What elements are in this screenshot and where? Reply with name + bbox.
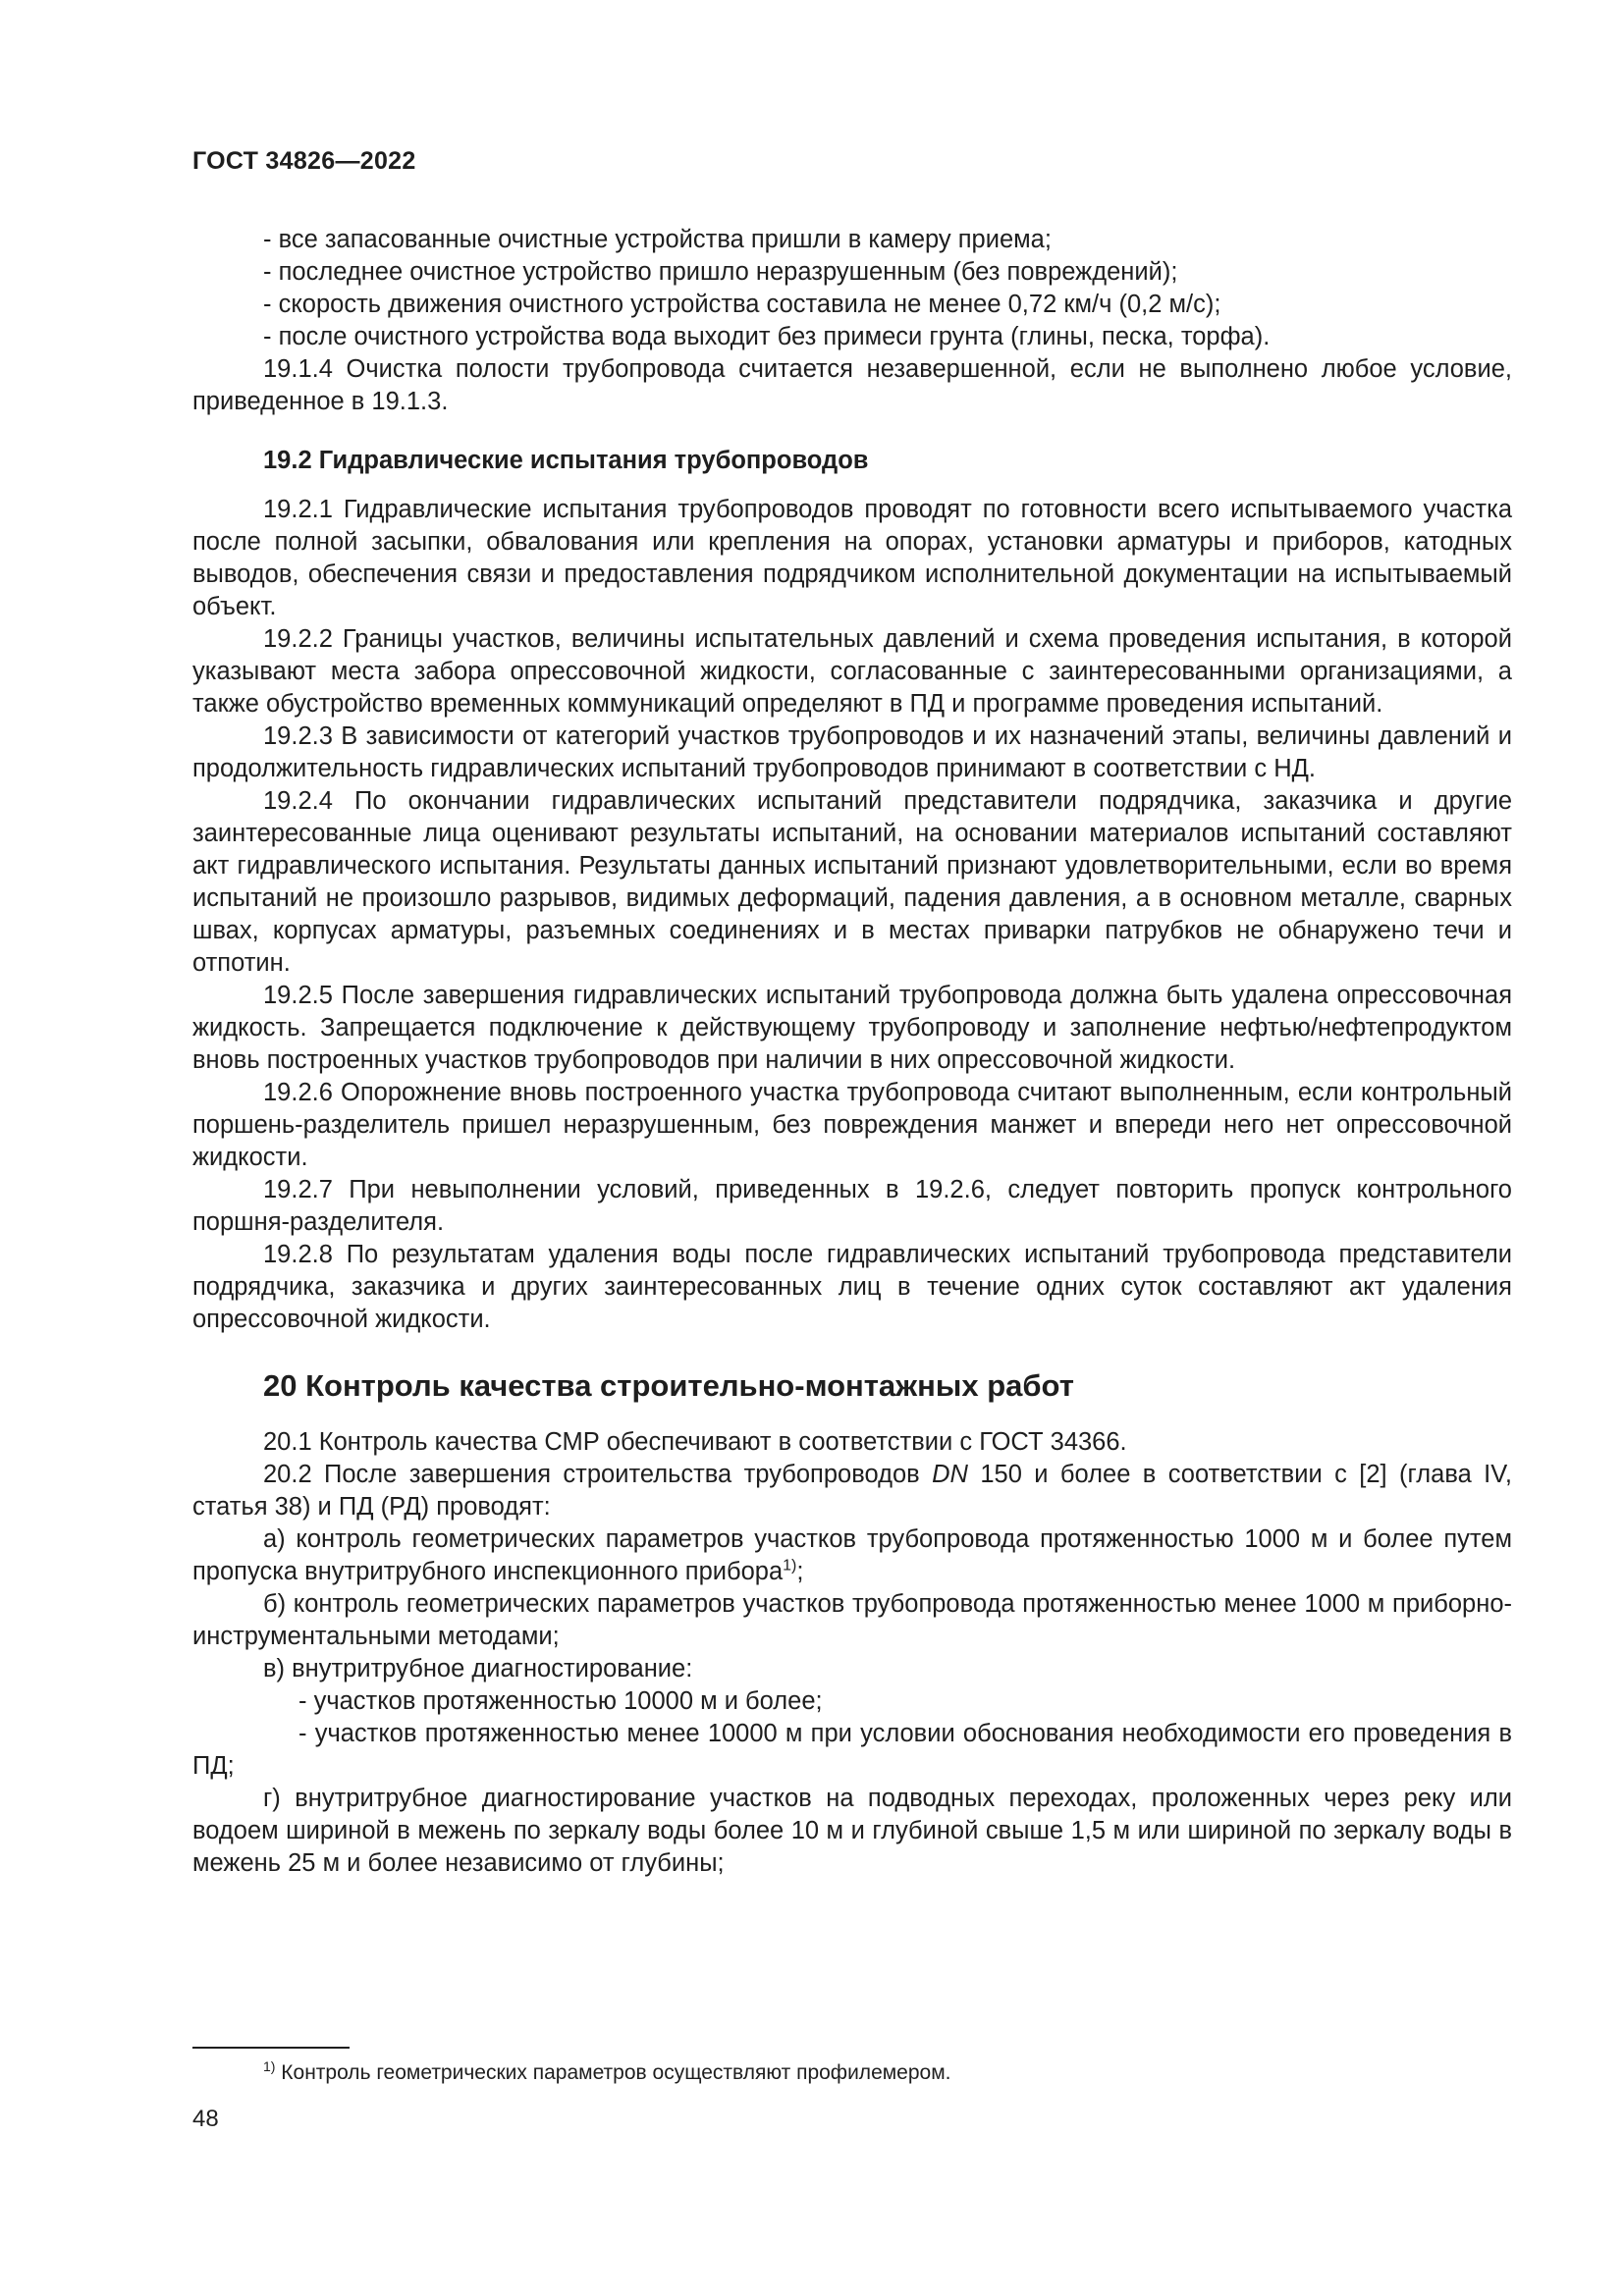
item-g: г) внутритрубное диагностирование участков на подводных переходах, проложенных через реку или водоем шириной в межень по зеркалу воды более 10 м и глубиной свыше 1,5 м или шириной по зеркалу воды в межень 25 м и более независимо от глубины; [192, 1785, 1512, 1877]
item-a-text: а) контроль геометрических параметров участков трубопровода протяженностью 1000 м и более путем пропуска внутритрубного инспекционного прибора [192, 1525, 1512, 1585]
paragraph-19-2-8: 19.2.8 По результатам удаления воды после гидравлических испытаний трубопровода представители подрядчика, заказчика и других заинтересованных лиц в течение одних суток составляют акт удаления опрессовочной жидкости. [192, 1241, 1512, 1333]
dn-symbol: DN [932, 1461, 968, 1488]
list-item: - после очистного устройства вода выходит без примеси грунта (глины, песка, торфа). [263, 323, 1271, 350]
section-heading-19-2: 19.2 Гидравлические испытания трубопроводов [263, 447, 869, 474]
list-item: - участков протяженностью 10000 м и более; [298, 1687, 823, 1715]
paragraph-20-1: 20.1 Контроль качества СМР обеспечивают в соответствии с ГОСТ 34366. [263, 1428, 1127, 1456]
footnote-divider [192, 2047, 350, 2049]
list-item: - скорость движения очистного устройства составила не менее 0,72 км/ч (0,2 м/с); [263, 291, 1221, 318]
paragraph-20-2 [192, 1459, 1512, 1523]
document-code: ГОСТ 34826—2022 [192, 147, 416, 175]
document-body [192, 224, 1512, 1880]
paragraph-19-2-2: 19.2.2 Границы участков, величины испытательных давлений и схема проведения испытания, в которой указывают места забора опрессовочной жидкости, согласованные с заинтересованными организациями, а также обустройство временных коммуникаций определяют в ПД и программе проведения испытаний. [192, 625, 1512, 718]
paragraph-19-1-4: 19.1.4 Очистка полости трубопровода считается незавершенной, если не выполнено любое условие, приведенное в 19.1.3. [192, 355, 1512, 415]
page-number: 48 [192, 2106, 219, 2132]
list-item: - все запасованные очистные устройства пришли в камеру приема; [263, 226, 1052, 253]
item-a [192, 1523, 1512, 1588]
paragraph-20-2-end: 150 и более в соответствии с [2] (глава IV, статья 38) и ПД (РД) проводят: [192, 1461, 1512, 1521]
list-item: - последнее очистное устройство пришло неразрушенным (без повреждений); [263, 258, 1178, 286]
footnote-text: Контроль геометрических параметров осуществляют профилемером. [275, 2061, 951, 2084]
paragraph-19-2-1: 19.2.1 Гидравлические испытания трубопроводов проводят по готовности всего испытываемого участка после полной засыпки, обвалования или крепления на опорах, установки арматуры и приборов, катодных выводов, обеспечения связи и предоставления подрядчиком исполнительной документации на испытываемый объект. [192, 496, 1512, 620]
paragraph-19-2-7: 19.2.7 При невыполнении условий, приведенных в 19.2.6, следует повторить пропуск контрольного поршня-разделителя. [192, 1176, 1512, 1236]
footnote [263, 2059, 951, 2087]
section-heading-20: 20 Контроль качества строительно-монтажных работ [263, 1368, 1074, 1403]
paragraph-19-2-4: 19.2.4 По окончании гидравлических испытаний представители подрядчика, заказчика и другие заинтересованные лица оценивают результаты испытаний, на основании материалов испытаний составляют акт гидравлического испытания. Результаты данных испытаний признают удовлетворительными, если во время испытаний не произошло разрывов, видимых деформаций, падения давления, а в основном металле, сварных швах, корпусах арматуры, разъемных соединениях и в местах приварки патрубков не обнаружено течи и отпотин. [192, 787, 1512, 977]
footnote-reference: 1) [783, 1557, 797, 1575]
item-v: в) внутритрубное диагностирование: [263, 1655, 693, 1682]
footnote-marker: 1) [263, 2058, 276, 2074]
paragraph-19-2-3: 19.2.3 В зависимости от категорий участков трубопроводов и их назначений этапы, величины давлений и продолжительность гидравлических испытаний трубопроводов принимают в соответствии с НД. [192, 722, 1512, 782]
paragraph-20-2-start: 20.2 После завершения строительства трубопроводов [263, 1461, 933, 1488]
list-item: - участков протяженностью менее 10000 м при условии обоснования необходимости его проведения в ПД; [192, 1720, 1512, 1780]
item-a-end: ; [796, 1558, 804, 1585]
paragraph-19-2-5: 19.2.5 После завершения гидравлических испытаний трубопровода должна быть удалена опрессовочная жидкость. Запрещается подключение к действующему трубопроводу и заполнение нефтью/нефтепродуктом вновь построенных участков трубопроводов при наличии в них опрессовочной жидкости. [192, 982, 1512, 1074]
paragraph-19-2-6: 19.2.6 Опорожнение вновь построенного участка трубопровода считают выполненным, если контрольный поршень-разделитель пришел неразрушенным, без повреждения манжет и впереди него нет опрессовочной жидкости. [192, 1079, 1512, 1171]
item-b: б) контроль геометрических параметров участков трубопровода протяженностью менее 1000 м приборно-инструментальными методами; [192, 1590, 1512, 1650]
